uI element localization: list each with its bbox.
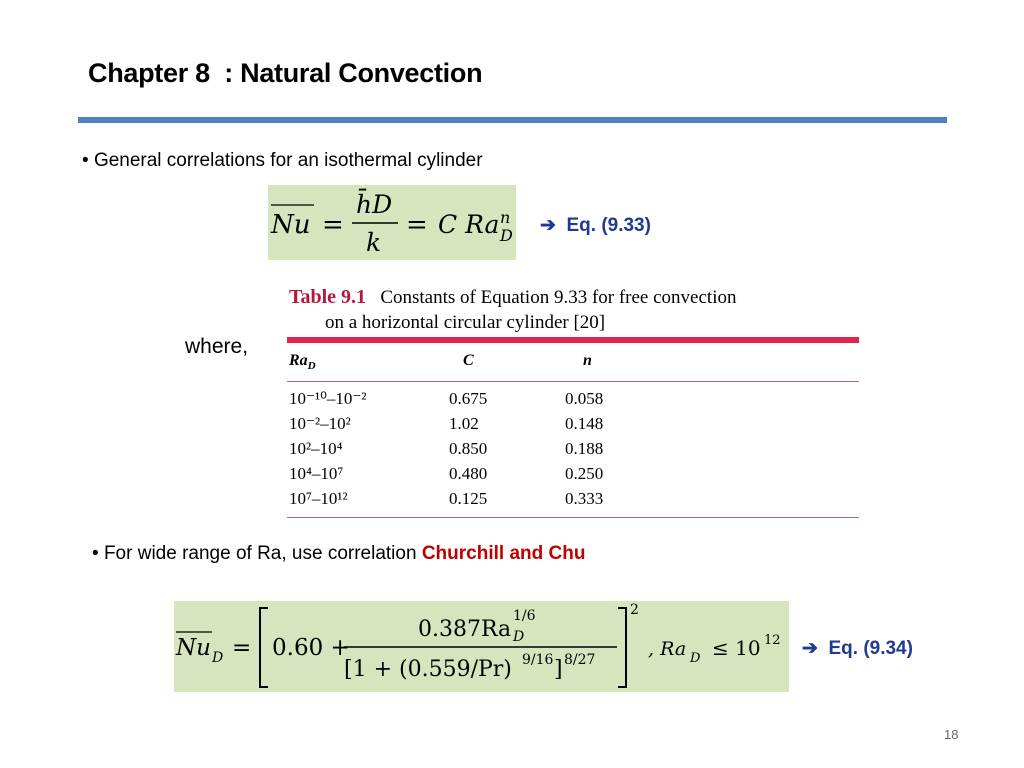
equation-9-33 — [268, 185, 516, 260]
cell-ra: 10⁻²–10² — [289, 414, 351, 433]
cell-c: 0.675 — [449, 389, 488, 408]
eq2-den: [1 + (0.559/Pr) — [344, 657, 512, 682]
table-caption — [289, 285, 736, 335]
eq2-den-close: ] — [554, 657, 563, 682]
eq-ref-label: Eq. (9.34) — [828, 638, 913, 659]
eq1-frac-den: k — [366, 228, 382, 257]
header-ra-sub: D — [307, 360, 316, 373]
eq2-num-sub: D — [513, 629, 525, 645]
eq2-den-sup2: 8/27 — [564, 652, 596, 668]
eq2-num-sup: 1/6 — [513, 608, 536, 624]
eq1-rhs-sub: D — [500, 226, 513, 245]
table-label: Table 9.1 — [289, 286, 367, 308]
page-number: 18 — [944, 727, 959, 742]
equation-9-33-svg — [268, 185, 516, 260]
eq2-term1: 0.60 + — [272, 635, 350, 661]
cell-c: 0.125 — [449, 489, 488, 508]
cell-n: 0.333 — [565, 489, 604, 508]
page-title: Chapter 8 : Natural Convection — [88, 58, 483, 88]
eq2-cond: , Ra — [648, 638, 687, 660]
bullet-text: General correlations for an isothermal cylinder — [93, 150, 483, 171]
table-header-rule — [287, 381, 859, 382]
equation-9-34-svg — [174, 601, 789, 692]
cell-n: 0.058 — [565, 389, 604, 408]
eq1-equals-2: = — [406, 210, 428, 240]
bullet-text: For wide range of Ra, use correlation — [103, 543, 422, 564]
cell-ra: 10⁴–10⁷ — [289, 464, 344, 483]
bullet-wide-range — [92, 543, 585, 565]
eq1-rhs-sup: n — [500, 208, 511, 227]
cell-ra: 10⁻¹⁰–10⁻² — [289, 389, 367, 408]
cell-n: 0.188 — [565, 439, 604, 458]
table-caption-line1: Constants of Equation 9.33 for free convection — [380, 287, 737, 308]
eq2-cond-sup: 12 — [764, 633, 781, 648]
right-arrow-icon: ➔ — [540, 215, 556, 236]
bullet-marker: • — [92, 543, 104, 564]
eq2-lhs: Nu — [176, 635, 211, 661]
header-ra-text: Ra — [289, 352, 308, 369]
cell-n: 0.250 — [565, 464, 604, 483]
eq-ref-label: Eq. (9.33) — [566, 215, 651, 236]
cell-ra: 10²–10⁴ — [289, 439, 343, 458]
where-label: where, — [185, 335, 249, 358]
cell-n: 0.148 — [565, 414, 604, 433]
table-top-rule — [287, 337, 859, 343]
table-caption-line2: on a horizontal circular cylinder [20] — [325, 312, 606, 333]
bullet-general-correlations — [82, 150, 483, 172]
eq-9-34-reference — [802, 637, 913, 660]
eq2-cond-le: ≤ 10 — [712, 636, 761, 660]
eq2-outer-sup: 2 — [630, 602, 639, 618]
eq1-frac-num: h̄D — [356, 190, 393, 219]
header-n: n — [583, 352, 592, 369]
eq2-num: 0.387Ra — [418, 617, 512, 642]
right-arrow-icon: ➔ — [802, 638, 818, 659]
bullet-marker: • — [82, 150, 94, 171]
cell-c: 0.850 — [449, 439, 488, 458]
eq1-lhs: Nu — [271, 210, 311, 240]
equation-9-34 — [174, 601, 789, 692]
header-c: C — [463, 352, 474, 369]
eq2-lhs-sub: D — [212, 650, 224, 666]
eq2-den-sup1: 9/16 — [522, 652, 554, 668]
cell-c: 1.02 — [449, 414, 479, 433]
eq2-cond-sub: D — [690, 651, 701, 666]
eq1-equals-1: = — [322, 210, 344, 240]
churchill-chu-highlight: Churchill and Chu — [421, 543, 586, 564]
cell-ra: 10⁷–10¹² — [289, 489, 348, 508]
header-rad — [289, 352, 316, 372]
eq-9-33-reference — [540, 214, 651, 237]
cell-c: 0.480 — [449, 464, 488, 483]
title-divider — [78, 117, 947, 123]
table-bottom-rule — [287, 517, 859, 518]
eq2-equals: = — [232, 635, 252, 661]
constants-table — [287, 283, 859, 521]
eq1-rhs-coef: C Ra — [438, 210, 500, 239]
